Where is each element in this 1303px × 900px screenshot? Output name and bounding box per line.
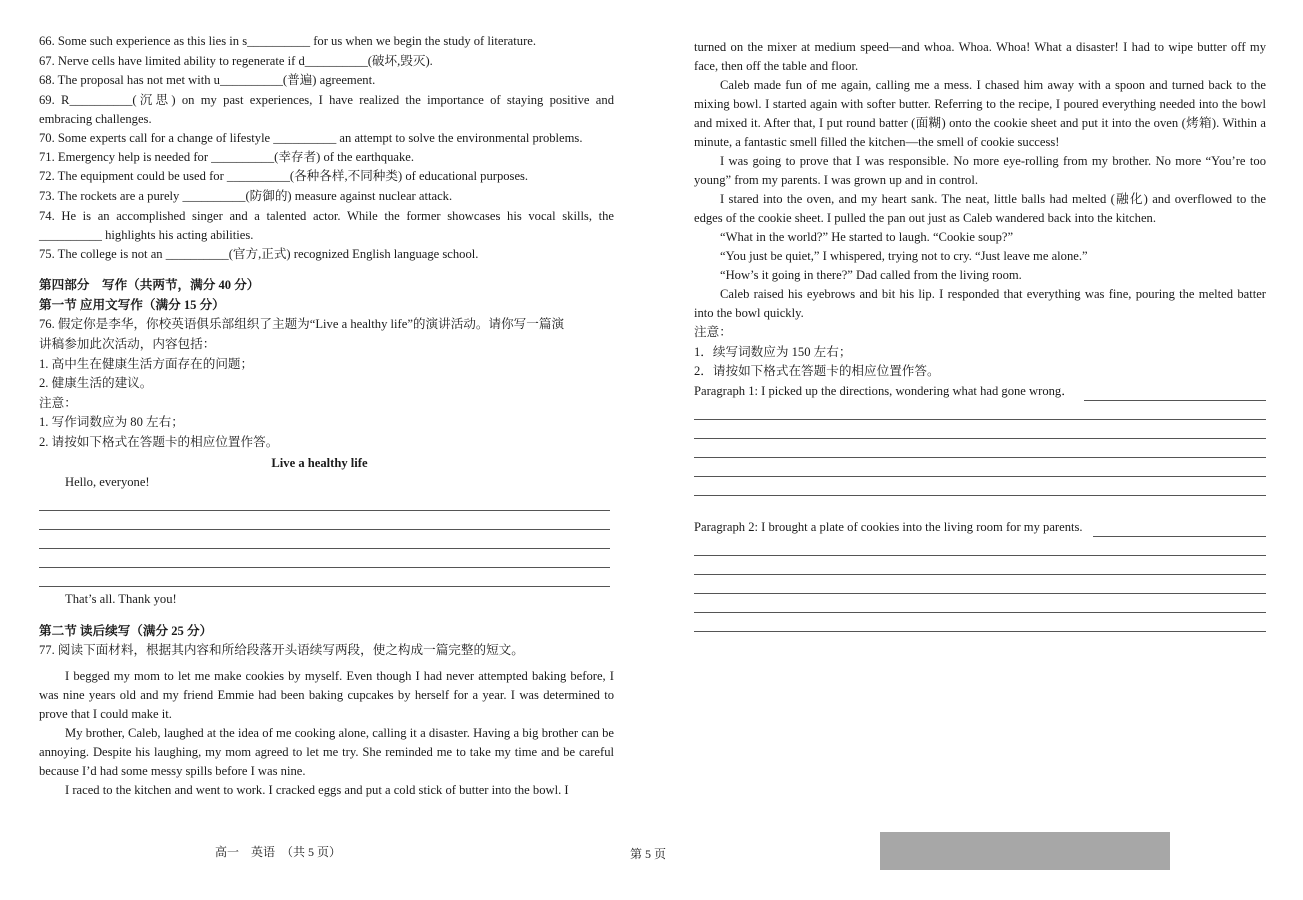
writing-line: [39, 530, 610, 549]
writing-line: [39, 492, 610, 511]
story-paragraph-8: “You just be quiet,” I whispered, trying not to cry. “Just leave me alone.”: [720, 249, 1088, 263]
writing-line: [1093, 523, 1266, 537]
question-66: 66. Some such experience as this lies in s__________ for us when we begin the study of literature.: [39, 34, 536, 48]
writing-line: [694, 613, 1266, 632]
paragraph-1-prompt: Paragraph 1: I picked up the directions, wondering what had gone wrong．: [694, 383, 1074, 398]
writing-line: [694, 537, 1266, 556]
question-76-prompt-b: 讲稿参加此次活动，内容包括：: [39, 336, 216, 351]
section-two-heading: 第二节 读后续写（满分 25 分）: [39, 623, 213, 638]
essay-closing: That’s all. Thank you!: [65, 592, 177, 607]
question-76-prompt-a: 76. 假定你是李华，你校英语俱乐部组织了主题为“Live a healthy life”的演讲活动。请你写一篇演: [39, 317, 565, 332]
writing-line: [694, 458, 1266, 477]
question-77-prompt: 77. 阅读下面材料，根据其内容和所给段落开头语续写两段，使之构成一篇完整的短文。: [39, 643, 524, 658]
question-69: 69. R__________(沉思) on my past experiences, I have realized the importance of staying positive and embracing challenges.: [39, 92, 614, 126]
footer-course-info: 高一 英语 （共 5 页）: [215, 845, 342, 859]
essay-greeting: Hello, everyone!: [65, 474, 150, 489]
writing-line: [1084, 387, 1266, 401]
question-76-point-2: 2. 健康生活的建议。: [39, 376, 153, 391]
question-73: 73. The rockets are a purely __________(防御的) measure against nuclear attack.: [39, 188, 453, 203]
question-68: 68. The proposal has not met with u__________(普遍) agreement.: [39, 73, 376, 88]
story-paragraph-6: I stared into the oven, and my heart sank. The neat, little balls had melted (融化) and overflowed to the edges of the cookie sheet. I pulled the pan out just as Caleb wandered back into the kitchen.: [694, 192, 1266, 225]
left-column: [39, 32, 614, 800]
story-paragraph-2: My brother, Caleb, laughed at the idea of me cooking alone, calling it a disaster. Having a big brother can be annoying. Despite his laughing, my mom agreed to let me try. She reminded me to take my time and be careful because I’d had some messy spills before I was nine.: [39, 725, 614, 778]
question-67: 67. Nerve cells have limited ability to regenerate if d__________(破坏,毁灭).: [39, 53, 433, 68]
story-paragraph-5: I was going to prove that I was responsible. No more eye-rolling from my brother. No more “You’re too young” from my parents. I was grown up and in control.: [694, 154, 1266, 187]
paragraph-2-prompt: Paragraph 2: I brought a plate of cookies into the living room for my parents.: [694, 519, 1083, 534]
story-paragraph-3: I raced to the kitchen and went to work. I cracked eggs and put a cold stick of butter into the bowl. I: [65, 782, 569, 797]
story-paragraph-10: Caleb raised his eyebrows and bit his lip. I responded that everything was fine, pouring the melted batter into the bowl quickly.: [694, 287, 1266, 320]
story-paragraph-3-continued: turned on the mixer at medium speed—and whoa. Whoa. Whoa! What a disaster! I had to wipe butter off my face, then off the table and floor.: [694, 40, 1266, 73]
part-four-heading: 第四部分 写作（共两节，满分 40 分）: [39, 278, 260, 293]
footer-page-number: 第 5 页: [630, 847, 667, 861]
writing-line: [694, 594, 1266, 613]
writing-line: [694, 439, 1266, 458]
question-76-note-2: 2. 请按如下格式在答题卡的相应位置作答。: [39, 434, 279, 449]
question-70: 70. Some experts call for a change of lifestyle __________ an attempt to solve the environmental problems.: [39, 130, 583, 145]
writing-line: [39, 511, 610, 530]
paragraph-2-writing-lines: [694, 537, 1266, 632]
question-76-note-1: 1. 写作词数应为 80 左右；: [39, 415, 184, 430]
writing-line: [694, 556, 1266, 575]
writing-line: [39, 549, 610, 568]
question-76-point-1: 1. 高中生在健康生活方面存在的问题；: [39, 356, 254, 371]
question-74: 74. He is an accomplished singer and a talented actor. While the former showcases his vocal skills, the __________ highlights his acting abilities.: [39, 208, 614, 242]
writing-line: [694, 420, 1266, 439]
story-paragraph-9: “How’s it going in there?” Dad called from the living room.: [720, 268, 1022, 282]
question-77-note-2: 2．请按如下格式在答题卡的相应位置作答。: [694, 364, 940, 379]
writing-line: [694, 401, 1266, 420]
story-paragraph-4: Caleb made fun of me again, calling me a mess. I chased him away with a spoon and turned back to the mixing bowl. I started again with softer butter. Referring to the recipe, I poured everything needed into the bowl and mixed it. After that, I put round batter (面糊) onto the cookie sheet and put it into the oven (烤箱). Within a minute, a fantastic smell filled the kitchen—the smell of cookie success!: [694, 78, 1266, 149]
section-one-heading: 第一节 应用文写作（满分 15 分）: [39, 297, 225, 312]
paragraph-1-prompt-line: [694, 382, 1266, 401]
paragraph-1-writing-lines: [694, 401, 1266, 496]
question-75: 75. The college is not an __________(官方,正式) recognized English language school.: [39, 246, 479, 261]
question-77-note-label: 注意：: [694, 325, 732, 339]
story-paragraph-1: I begged my mom to let me make cookies by myself. Even though I had never attempted baking before, I was nine years old and my friend Emmie had been baking cupcakes by herself for a year. I was determined to prove that I could make it.: [39, 668, 614, 721]
question-76-note-label: 注意：: [39, 395, 77, 410]
writing-line: [39, 568, 610, 587]
right-column: [694, 38, 1266, 632]
essay-title: Live a healthy life: [271, 455, 368, 470]
paragraph-2-prompt-line: [694, 518, 1266, 537]
question-77-note-1: 1．续写词数应为 150 左右；: [694, 344, 852, 359]
story-paragraph-7: “What in the world?” He started to laugh. “Cookie soup?”: [720, 230, 1014, 244]
essay-writing-lines: [39, 492, 610, 587]
redaction-box: [880, 832, 1170, 870]
writing-line: [694, 575, 1266, 594]
writing-line: [694, 477, 1266, 496]
question-72: 72. The equipment could be used for __________(各种各样,不同种类) of educational purposes.: [39, 169, 529, 184]
question-71: 71. Emergency help is needed for __________(幸存者) of the earthquake.: [39, 149, 415, 164]
